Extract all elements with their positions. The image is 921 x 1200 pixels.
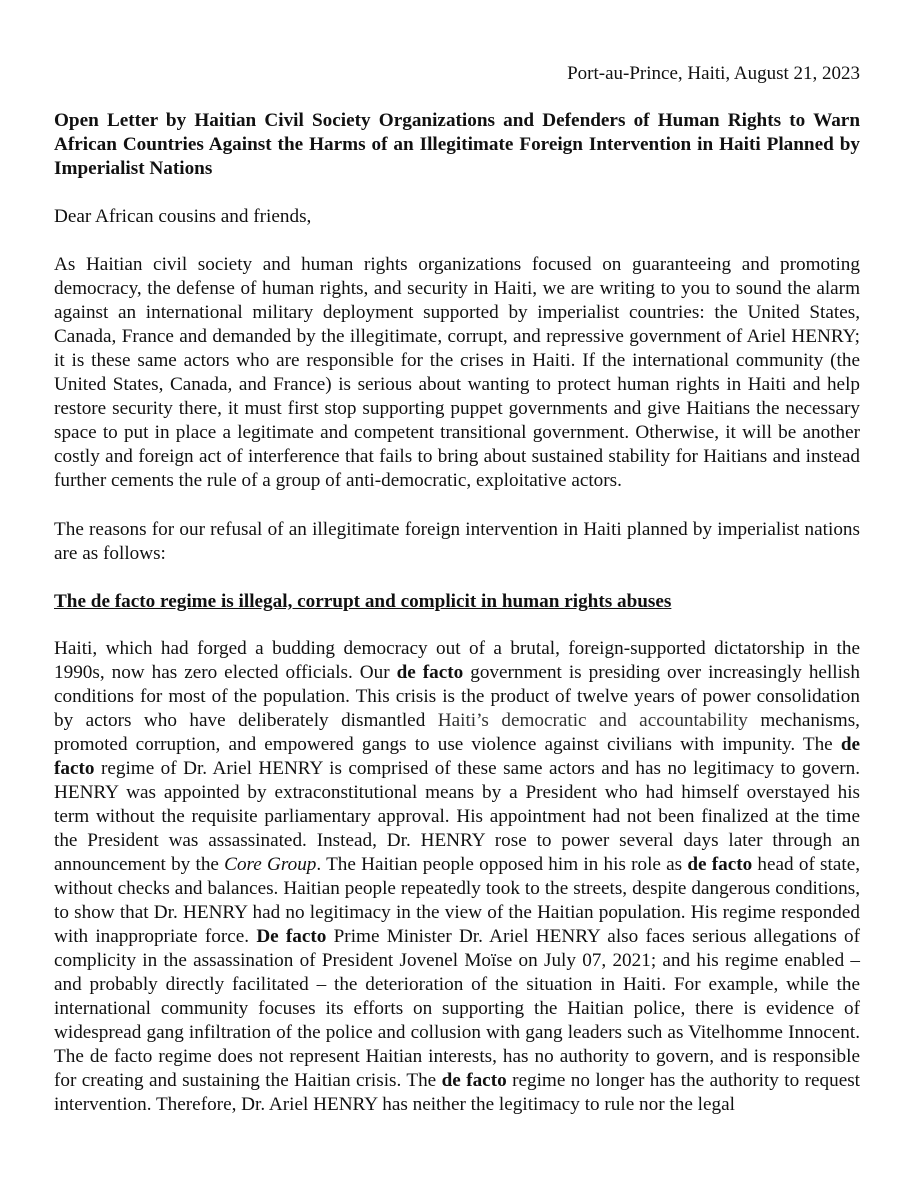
letter-title: Open Letter by Haitian Civil Society Organizations and Defenders of Human Rights to Warn African Countries Against the Harms of an Illegitimate Foreign Intervention in Haiti Planned by Imperialist Nations bbox=[54, 110, 860, 179]
text-span: Haiti’s democratic and accountability bbox=[437, 710, 748, 731]
salutation: Dear African cousins and friends, bbox=[54, 206, 312, 227]
emphasis-de-facto: de facto bbox=[441, 1070, 507, 1091]
emphasis-de-facto: de facto bbox=[687, 854, 753, 875]
text-span: head of state, without checks and balances. Haitian people repeatedly took to the streets, despite dangerous conditions, to show that Dr. HENRY had no legitimacy in the view of the Haitian population. His regime responded with inappropriate force. bbox=[54, 854, 861, 947]
paragraph-regime bbox=[54, 637, 860, 1117]
text-span: Prime Minister Dr. Ariel HENRY also faces serious allegations of complicity in the assassination of President Jovenel Moïse on July 07, 2021; and his regime enabled – and probably directly facilitated – the deterioration of the situation in Haiti. For example, while the international community focuses its efforts on supporting the Haitian police, there is evidence of widespread gang infiltration of the police and collusion with gang leaders such as Vitelhomme Innocent. The de facto regime does not represent Haitian interests, has no authority to govern, and is responsible for creating and sustaining the Haitian crisis. The bbox=[54, 926, 861, 1091]
paragraph-intro: As Haitian civil society and human rights organizations focused on guaranteeing and promoting democracy, the defense of human rights, and security in Haiti, we are writing to you to sound the alarm against an international military deployment supported by imperialist countries: the United States, Canada, France and demanded by the illegitimate, corrupt, and repressive government of Ariel HENRY; it is these same actors who are responsible for the crises in Haiti. If the international community (the United States, Canada, and France) is serious about wanting to protect human rights in Haiti and help restore security there, it must first stop supporting puppet governments and give Haitians the necessary space to put in place a legitimate and competent transitional government. Otherwise, it will be another costly and foreign act of interference that fails to bring about sustained stability for Haitians and instead further cements the rule of a group of anti-democratic, exploitative actors. bbox=[54, 254, 860, 491]
emphasis-de-facto: De facto bbox=[256, 926, 327, 947]
text-span: mechanisms, promoted corruption, and empowered gangs to use violence against civilians with impunity. The bbox=[54, 710, 860, 755]
text-span: government is presiding over increasingly hellish conditions for most of the population. This crisis is the product of twelve years of power consolidation by actors who have deliberately dismantled bbox=[54, 662, 860, 731]
emphasis-core-group: Core Group bbox=[224, 854, 317, 875]
text-span: Haiti, which had forged a budding democracy out of a brutal, foreign-supported dictatorship in the 1990s, now has zero elected officials. Our bbox=[54, 638, 860, 683]
emphasis-de-facto: de facto bbox=[54, 734, 860, 779]
paragraph-reasons: The reasons for our refusal of an illegitimate foreign intervention in Haiti planned by imperialist nations are as follows: bbox=[54, 519, 860, 564]
dateline: Port-au-Prince, Haiti, August 21, 2023 bbox=[567, 63, 860, 84]
text-span: regime of Dr. Ariel HENRY is comprised of these same actors and has no legitimacy to govern. HENRY was appointed by extraconstitutional means by a President who had himself overstayed his term without the requisite parliamentary approval. His appointment had not been finalized at the time the President was assassinated. Instead, Dr. HENRY rose to power several days later through an announcement by the bbox=[54, 758, 860, 875]
section-heading: The de facto regime is illegal, corrupt and complicit in human rights abuses bbox=[54, 591, 672, 612]
text-span: . The Haitian people opposed him in his role as bbox=[316, 854, 688, 875]
emphasis-de-facto: de facto bbox=[396, 662, 464, 683]
text-span: regime no longer has the authority to request intervention. Therefore, Dr. Ariel HENRY has neither the legitimacy to rule nor the legal bbox=[54, 1070, 861, 1115]
